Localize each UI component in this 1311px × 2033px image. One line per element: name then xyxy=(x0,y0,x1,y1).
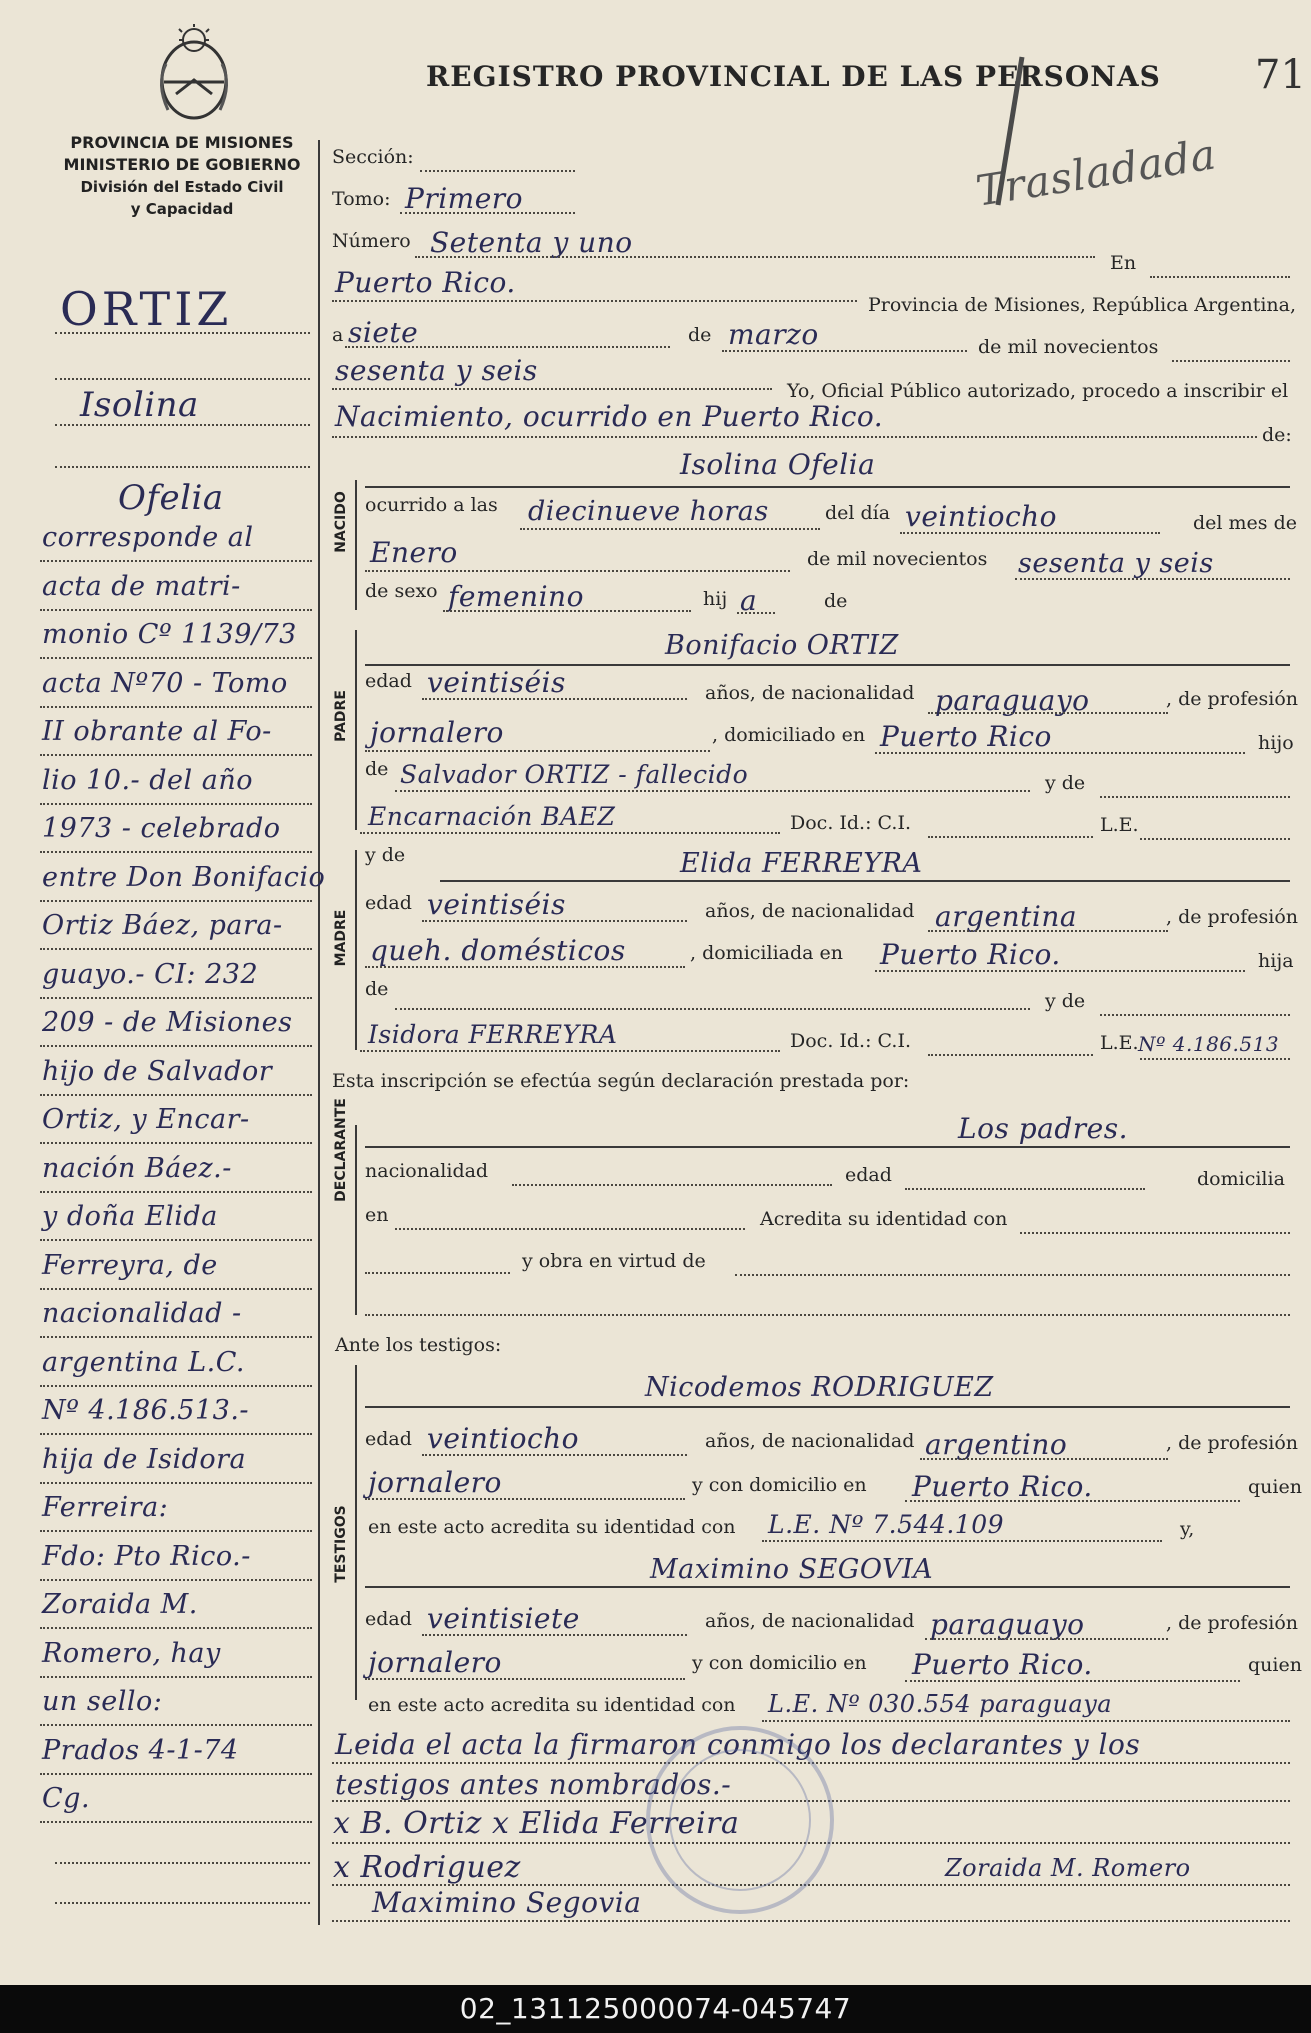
margin-note-line: y doña Elida xyxy=(42,1201,218,1232)
t2-dom-line xyxy=(905,1680,1240,1682)
t1-prof-label: , de profesión xyxy=(1166,1432,1298,1454)
madre-doc-line xyxy=(928,1054,1093,1056)
madre-madre-line xyxy=(360,1050,780,1052)
decl-en-label: en xyxy=(365,1204,389,1226)
padre-doc-line xyxy=(928,836,1093,838)
decl-edad-line xyxy=(905,1188,1145,1190)
nac-anio-value: sesenta y seis xyxy=(1018,548,1214,579)
t2-prof-label: , de profesión xyxy=(1166,1612,1298,1634)
madre-de-line xyxy=(395,1008,1030,1010)
margin-note-rule xyxy=(40,1482,312,1484)
nacido-nombre-line xyxy=(365,486,1290,488)
t1-nac-value: argentino xyxy=(925,1428,1068,1461)
t1-dom-line xyxy=(905,1500,1240,1502)
margin-note-rule xyxy=(40,1239,312,1241)
decl-pre-virtud-line xyxy=(365,1272,510,1274)
margin-note-rule xyxy=(40,1433,312,1435)
margin-rule-c xyxy=(55,424,310,426)
de2-label: de: xyxy=(1262,424,1292,446)
closing-line-1: Leida el acta la firmaron conmigo los declarantes y los xyxy=(335,1728,1141,1761)
margin-note-rule xyxy=(40,997,312,999)
margin-note-rule xyxy=(40,706,312,708)
madre-yde-label: y de xyxy=(365,844,406,866)
decl-extra-line xyxy=(365,1314,1290,1316)
margin-given-2: Ofelia xyxy=(118,478,224,518)
place-line xyxy=(332,300,857,302)
declarante-line xyxy=(365,1146,1290,1148)
nac-mil-label: de mil novecientos xyxy=(807,548,988,570)
mil-text: de mil novecientos xyxy=(978,336,1159,358)
t1-y-label: y, xyxy=(1180,1518,1195,1540)
margin-note-line: hija de Isidora xyxy=(42,1443,247,1475)
madre-dom-value: Puerto Rico. xyxy=(880,938,1061,971)
padre-le-label: L.E. xyxy=(1100,814,1139,836)
closing-line-2: testigos antes nombrados.- xyxy=(335,1768,732,1801)
margin-rule-a xyxy=(55,332,310,334)
margin-rule-b xyxy=(55,378,310,380)
madre-prof-value: queh. domésticos xyxy=(370,934,626,967)
tipo-line xyxy=(332,436,1257,438)
mil-line xyxy=(1172,360,1290,362)
margin-note-line: guayo.- CI: 232 xyxy=(42,958,259,990)
t2-doc-line xyxy=(762,1720,1290,1722)
signature-4: Zoraida M. Romero xyxy=(945,1854,1191,1882)
hora-line xyxy=(520,528,820,530)
nac-dia-value: veintiocho xyxy=(905,500,1058,533)
margin-note-rule xyxy=(40,754,312,756)
padre-dom-line xyxy=(875,752,1245,754)
testigos-intro: Ante los testigos: xyxy=(335,1334,502,1356)
margin-note-line: 1973 - celebrado xyxy=(42,813,281,844)
signature-3: Maximino Segovia xyxy=(372,1886,642,1919)
t2-doc-value: L.E. Nº 030.554 paraguaya xyxy=(768,1690,1113,1718)
en-label: En xyxy=(1110,252,1137,274)
padre-edad-value: veintiséis xyxy=(427,666,566,699)
declarante-value: Los padres. xyxy=(958,1112,1128,1145)
padre-nac-value: paraguayo xyxy=(935,684,1090,717)
margin-note-rule xyxy=(40,1094,312,1096)
madre-nombre-line xyxy=(440,880,1290,882)
t2-nombre: Maximino SEGOVIA xyxy=(650,1554,934,1585)
t1-quien-label: quien xyxy=(1248,1476,1302,1498)
oficial-text: Yo, Oficial Público autorizado, procedo a inscribir el xyxy=(787,380,1289,402)
madre-dom-label: , domiciliada en xyxy=(690,942,843,964)
page-number: 71 xyxy=(1255,52,1306,98)
t1-dom-value: Puerto Rico. xyxy=(912,1470,1093,1503)
del-dia-label: del día xyxy=(825,502,891,524)
madre-nac-value: argentina xyxy=(935,900,1078,933)
margin-note-rule xyxy=(40,1191,312,1193)
decl-nac-line xyxy=(512,1184,832,1186)
margin-note-rule xyxy=(40,1773,312,1775)
signature-2: x Rodriguez xyxy=(333,1850,521,1885)
margin-note-line: corresponde al xyxy=(42,522,254,553)
declarante-rule xyxy=(355,1125,357,1315)
t2-dom-label: y con domicilio en xyxy=(692,1652,867,1674)
a-label: a xyxy=(332,324,344,346)
margin-note-line: Zoraida M. xyxy=(42,1589,198,1620)
margin-divider xyxy=(318,140,320,1925)
padre-nac-line xyxy=(928,712,1168,714)
margin-rule-f xyxy=(55,1902,310,1904)
hij-label: hij xyxy=(703,588,728,610)
margin-note-line: 209 - de Misiones xyxy=(42,1007,293,1038)
place-value: Puerto Rico. xyxy=(335,266,516,299)
nac-mes-line xyxy=(365,570,790,572)
margin-note-line: un sello: xyxy=(42,1686,163,1717)
padre-yde-label: y de xyxy=(1045,772,1086,794)
margin-note-line: Ortiz Báez, para- xyxy=(42,910,283,941)
t1-nac-line xyxy=(920,1458,1168,1460)
margin-note-rule xyxy=(40,1530,312,1532)
margin-rule-d xyxy=(55,466,310,468)
t2-edad-line xyxy=(422,1634,687,1636)
padre-edad-line xyxy=(422,698,687,700)
t1-prof-value: jornalero xyxy=(368,1466,502,1499)
anio-value: sesenta y seis xyxy=(335,354,538,387)
decl-nac-label: nacionalidad xyxy=(365,1160,489,1182)
t1-acredita-label: en este acto acredita su identidad con xyxy=(368,1516,736,1538)
declarante-section-label: DECLARANTE xyxy=(333,1098,349,1202)
madre-prof-label: , de profesión xyxy=(1166,906,1298,928)
coat-of-arms-icon xyxy=(152,24,236,124)
margin-note-line: acta Nº70 - Tomo xyxy=(42,667,288,699)
page-title: REGISTRO PROVINCIAL DE LAS PERSONAS xyxy=(426,60,1161,93)
t1-edad-value: veintiocho xyxy=(427,1422,580,1455)
numero-line xyxy=(415,256,1095,258)
anio-line xyxy=(332,388,772,390)
tomo-label: Tomo: xyxy=(332,188,391,210)
margin-note-rule xyxy=(40,1821,312,1823)
margin-surname: ORTIZ xyxy=(60,282,233,336)
padre-dom-label: , domiciliado en xyxy=(712,724,866,746)
official-seal xyxy=(640,1720,840,1920)
tomo-line xyxy=(400,212,575,214)
margin-note-rule xyxy=(40,1724,312,1726)
margin-note-line: II obrante al Fo- xyxy=(42,716,272,747)
t1-edad-line xyxy=(422,1454,687,1456)
margin-note-rule xyxy=(40,1579,312,1581)
hora-value: diecinueve horas xyxy=(528,496,769,527)
padre-de-line xyxy=(395,790,1030,792)
tomo-value: Primero xyxy=(405,182,524,215)
testigos-rule xyxy=(355,1365,357,1700)
margin-note-line: Fdo: Pto Rico.- xyxy=(42,1540,251,1572)
declarante-intro: Esta inscripción se efectúa según declaración prestada por: xyxy=(332,1070,910,1092)
madre-de-label: de xyxy=(365,978,389,1000)
padre-section-label: PADRE xyxy=(333,690,349,742)
numero-value: Setenta y uno xyxy=(430,226,633,259)
t2-acredita-label: en este acto acredita su identidad con xyxy=(368,1694,736,1716)
en-line xyxy=(1150,276,1290,278)
decl-acredita-line xyxy=(1020,1232,1290,1234)
de-label: de xyxy=(688,324,712,346)
margin-note-rule xyxy=(40,1336,312,1338)
margin-note-rule xyxy=(40,1676,312,1678)
margin-note-line: hijo de Salvador xyxy=(42,1055,273,1087)
org-line-3: División del Estado Civil xyxy=(80,178,284,196)
margin-note-line: lio 10.- del año xyxy=(42,764,253,796)
t1-nombre-line xyxy=(365,1406,1290,1408)
numero-label: Número xyxy=(332,230,411,252)
signature-1: x B. Ortiz x Elida Ferreira xyxy=(333,1806,740,1841)
madre-yde2-label: y de xyxy=(1045,990,1086,1012)
sexo-label: de sexo xyxy=(365,580,438,602)
hij-line xyxy=(737,612,775,614)
pen-stroke xyxy=(990,55,1030,215)
margin-note-rule xyxy=(40,1627,312,1629)
margin-note-line: Ferreyra, de xyxy=(42,1249,218,1281)
margin-note-line: nación Báez.- xyxy=(42,1152,232,1184)
margin-note-line: Prados 4-1-74 xyxy=(42,1734,239,1766)
madre-rule xyxy=(355,850,357,1050)
decl-edad-label: edad xyxy=(845,1164,892,1186)
padre-dom-value: Puerto Rico xyxy=(880,720,1052,753)
margin-given-1: Isolina xyxy=(80,385,199,425)
madre-yde2-line xyxy=(1100,1014,1290,1016)
margin-note-rule xyxy=(40,657,312,659)
file-id-bar: 02_131125000074-045747 xyxy=(0,1985,1311,2033)
t2-quien-label: quien xyxy=(1248,1654,1302,1676)
hija-label: hija xyxy=(1258,950,1294,972)
decl-dom-label: domicilia xyxy=(1197,1168,1285,1190)
decl-en-line xyxy=(395,1228,745,1230)
margin-note-line: Romero, hay xyxy=(42,1637,221,1669)
madre-dom-line xyxy=(875,970,1245,972)
madre-le-line xyxy=(1140,1058,1290,1060)
seccion-line xyxy=(420,170,575,172)
padre-de-label: de xyxy=(365,758,389,780)
madre-le-label: L.E. xyxy=(1100,1032,1139,1054)
decl-virtud-line xyxy=(735,1274,1290,1276)
dia-value: siete xyxy=(348,316,419,349)
madre-madre-value: Isidora FERREYRA xyxy=(368,1020,618,1049)
margin-note-line: Ortiz, y Encar- xyxy=(42,1104,250,1135)
margin-note-line: Ferreira: xyxy=(42,1492,169,1523)
margin-note-line: entre Don Bonifacio xyxy=(42,861,326,893)
testigos-section-label: TESTIGOS xyxy=(333,1505,349,1583)
t2-nombre-line xyxy=(365,1586,1290,1588)
padre-nombre: Bonifacio ORTIZ xyxy=(665,630,899,661)
t1-nombre: Nicodemos RODRIGUEZ xyxy=(645,1372,994,1403)
margin-note-line: Cg. xyxy=(42,1783,91,1814)
mes-line xyxy=(722,350,967,352)
padre-madre-value: Encarnación BAEZ xyxy=(368,802,616,831)
padre-yde-line xyxy=(1100,796,1290,798)
margin-note-line: argentina L.C. xyxy=(42,1346,246,1378)
madre-section-label: MADRE xyxy=(333,909,349,967)
margin-note-line: nacionalidad - xyxy=(42,1298,242,1329)
padre-doc-label: Doc. Id.: C.I. xyxy=(790,812,911,834)
org-line-2: MINISTERIO DE GOBIERNO xyxy=(63,155,301,174)
margin-note-line: acta de matri- xyxy=(42,570,241,602)
madre-edad-value: veintiséis xyxy=(427,888,566,921)
padre-prof-line xyxy=(365,750,710,752)
t1-dom-label: y con domicilio en xyxy=(692,1474,867,1496)
margin-note-rule xyxy=(40,900,312,902)
hij-value: a xyxy=(740,584,758,617)
t2-nac-value: paraguayo xyxy=(930,1608,1085,1641)
margin-note-rule xyxy=(40,1045,312,1047)
org-line-1: PROVINCIA DE MISIONES xyxy=(70,133,294,152)
margin-note-line: monio Cº 1139/73 xyxy=(42,619,297,650)
t2-nac-line xyxy=(925,1638,1168,1640)
madre-edad-line xyxy=(422,920,687,922)
nac-dia-line xyxy=(900,532,1160,534)
seccion-label: Sección: xyxy=(332,146,414,168)
margin-note-rule xyxy=(40,1288,312,1290)
padre-le-line xyxy=(1140,838,1290,840)
mes-value: marzo xyxy=(728,318,819,351)
padre-prof-value: jornalero xyxy=(370,716,504,749)
padre-prof-label: , de profesión xyxy=(1166,688,1298,710)
sexo-value: femenino xyxy=(448,580,584,613)
margin-note-rule xyxy=(40,851,312,853)
t1-edad-label: edad xyxy=(365,1428,412,1450)
t1-prof-line xyxy=(365,1498,685,1500)
sig-rule-3 xyxy=(332,1920,1290,1922)
nac-de-label: de xyxy=(824,590,848,612)
transferred-note: Trasladada xyxy=(972,129,1220,216)
padre-madre-line xyxy=(360,832,780,834)
del-mes-label: del mes de xyxy=(1193,512,1297,534)
padre-de-value: Salvador ORTIZ - fallecido xyxy=(400,760,749,789)
t2-prof-line xyxy=(365,1678,685,1680)
margin-note-rule xyxy=(40,609,312,611)
margin-note-rule xyxy=(40,1385,312,1387)
nacido-nombre: Isolina Ofelia xyxy=(680,448,876,481)
t1-doc-value: L.E. Nº 7.544.109 xyxy=(768,1510,1005,1539)
madre-prof-line xyxy=(365,966,685,968)
nac-mes-value: Enero xyxy=(370,536,458,569)
madre-nac-line xyxy=(928,930,1168,932)
margin-note-rule xyxy=(40,948,312,950)
padre-edad-label: edad xyxy=(365,670,412,692)
padre-rule xyxy=(355,630,357,830)
margin-note-rule xyxy=(40,803,312,805)
margin-note-rule xyxy=(40,560,312,562)
t2-edad-value: veintisiete xyxy=(427,1602,580,1635)
t2-dom-value: Puerto Rico. xyxy=(912,1648,1093,1681)
t1-doc-line xyxy=(762,1540,1162,1542)
ocurrido-label: ocurrido a las xyxy=(365,494,498,516)
nac-anio-line xyxy=(1015,578,1290,580)
tipo-value: Nacimiento, ocurrido en Puerto Rico. xyxy=(335,400,884,433)
t2-edad-label: edad xyxy=(365,1608,412,1630)
nacido-rule xyxy=(355,480,357,610)
org-line-4: y Capacidad xyxy=(130,200,234,218)
decl-acredita-label: Acredita su identidad con xyxy=(760,1208,1008,1230)
provincia-text: Provincia de Misiones, República Argentina, xyxy=(868,294,1297,316)
nacido-section-label: NACIDO xyxy=(333,491,349,553)
madre-nombre: Elida FERREYRA xyxy=(680,848,923,879)
hijo-label: hijo xyxy=(1258,732,1294,754)
t2-anos-label: años, de nacionalidad xyxy=(705,1610,915,1632)
decl-virtud-label: y obra en virtud de xyxy=(522,1250,706,1272)
madre-le-value: Nº 4.186.513 xyxy=(1138,1032,1280,1056)
padre-anos-label: años, de nacionalidad xyxy=(705,682,915,704)
madre-doc-label: Doc. Id.: C.I. xyxy=(790,1030,911,1052)
margin-note-rule xyxy=(40,1142,312,1144)
madre-edad-label: edad xyxy=(365,892,412,914)
dia-line xyxy=(345,346,670,348)
margin-note-line: Nº 4.186.513.- xyxy=(42,1395,250,1426)
madre-anos-label: años, de nacionalidad xyxy=(705,900,915,922)
t2-prof-value: jornalero xyxy=(368,1646,502,1679)
margin-rule-e xyxy=(55,1862,310,1864)
sexo-line xyxy=(443,610,691,612)
t1-anos-label: años, de nacionalidad xyxy=(705,1430,915,1452)
